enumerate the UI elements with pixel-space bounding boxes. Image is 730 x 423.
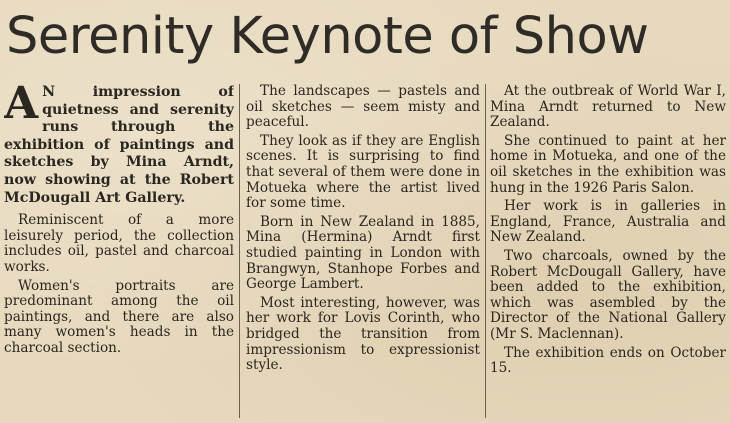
paragraph: The landscapes — pastels and oil sketches — seem misty and peaceful. bbox=[246, 84, 480, 131]
drop-cap: A bbox=[4, 84, 39, 129]
paragraph: Reminiscent of a more leisurely period, the collection includes oil, pastel and charcoal works. bbox=[4, 212, 234, 275]
article-column-1 bbox=[4, 84, 234, 420]
paragraph: At the outbreak of World War I, Mina Arndt returned to New Zealand. bbox=[490, 84, 726, 131]
paragraph: Her work is in galleries in England, France, Australia and New Zealand. bbox=[490, 198, 726, 246]
lead-text: N impression of quietness and serenity runs through the exhibition of paintings and sketches by Mina Arndt, now showing at the Robert McDougall Art Gallery. bbox=[4, 84, 234, 206]
lead-paragraph bbox=[4, 84, 234, 207]
paragraph: Most interesting, however, was her work for Lovis Corinth, who bridged the transition from impressionism to expressionist style. bbox=[246, 294, 480, 374]
headline: Serenity Keynote of Show bbox=[6, 7, 649, 66]
paragraph: Two charcoals, owned by the Robert McDougall Gallery, have been added to the exhibition, which was asembled by the Director of the National Gallery (Mr S. Maclennan). bbox=[490, 247, 726, 342]
article-column-3 bbox=[490, 84, 726, 420]
article-column-2 bbox=[246, 84, 480, 420]
column-divider bbox=[485, 84, 486, 418]
paragraph: She continued to paint at her home in Motueka, and one of the oil sketches in the exhibition was hung in the 1926 Paris Salon. bbox=[490, 132, 726, 196]
paragraph: They look as if they are English scenes. It is surprising to find that several of them were done in Motueka where the artist lived for some time. bbox=[246, 132, 480, 212]
paragraph: The exhibition ends on October 15. bbox=[490, 344, 726, 377]
paragraph: Born in New Zealand in 1885, Mina (Hermina) Arndt first studied painting in London with Brangwyn, Stanhope Forbes and George Lambert. bbox=[246, 213, 480, 293]
paragraph: Women's portraits are predominant among the oil paintings, and there are also many women's heads in the charcoal section. bbox=[4, 277, 234, 356]
column-divider bbox=[239, 84, 240, 418]
